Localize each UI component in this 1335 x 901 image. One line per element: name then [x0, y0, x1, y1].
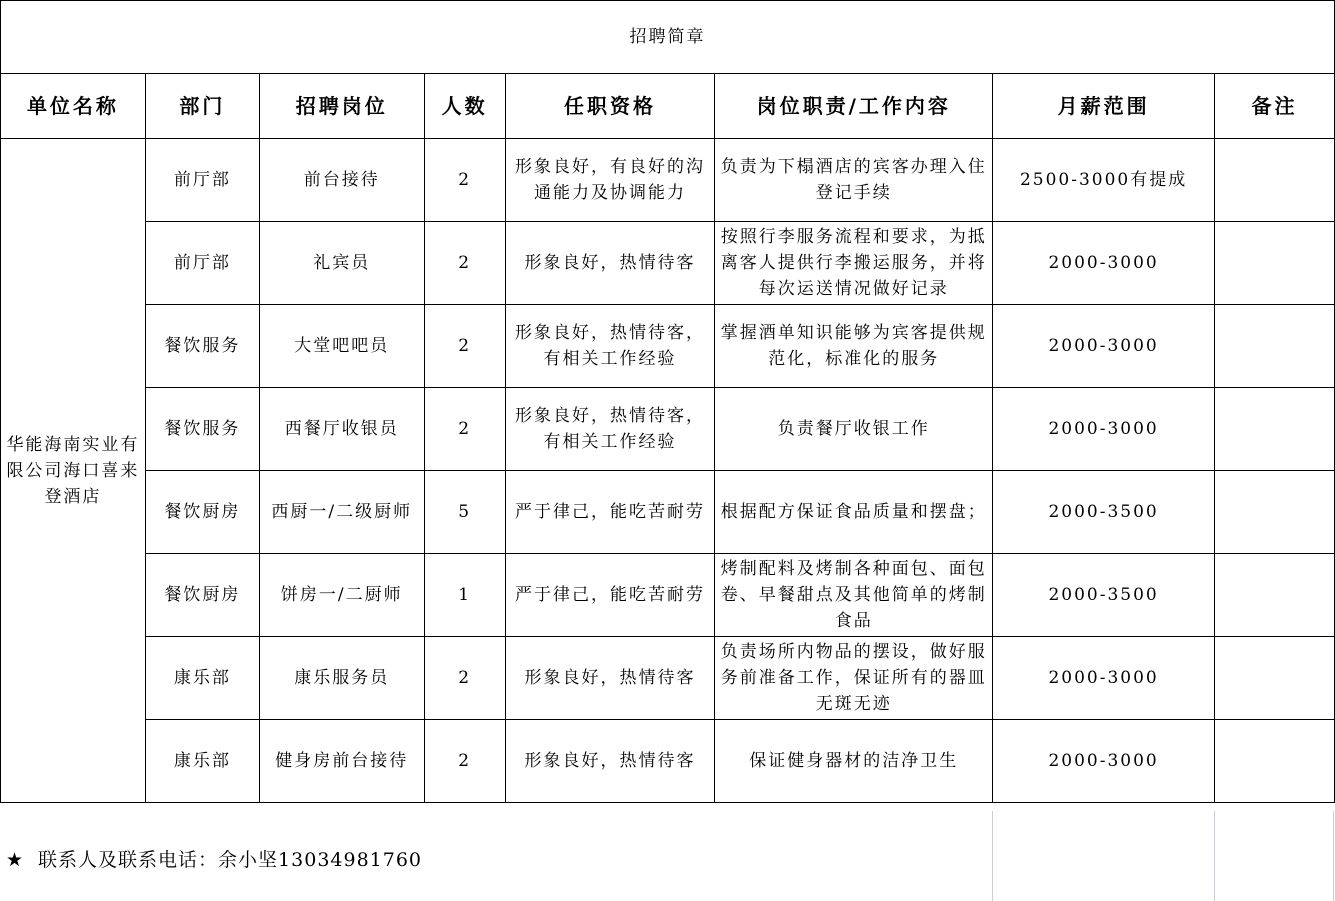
count-cell: 2 [424, 720, 505, 803]
note-cell [1215, 554, 1335, 637]
position-cell: 健身房前台接待 [259, 720, 424, 803]
requirement-cell: 严于律己，能吃苦耐劳 [505, 471, 715, 554]
duty-cell: 保证健身器材的洁净卫生 [715, 720, 993, 803]
requirement-cell: 形象良好，热情待客 [505, 222, 715, 305]
count-cell: 2 [424, 139, 505, 222]
header-requirement: 任职资格 [505, 74, 715, 139]
header-salary: 月薪范围 [993, 74, 1215, 139]
position-cell: 前台接待 [259, 139, 424, 222]
requirement-cell: 形象良好，热情待客 [505, 637, 715, 720]
salary-cell: 2000-3000 [993, 305, 1215, 388]
salary-cell: 2000-3000 [993, 720, 1215, 803]
requirement-cell: 形象良好，热情待客 [505, 720, 715, 803]
duty-cell: 负责场所内物品的摆设，做好服务前准备工作，保证所有的器皿无斑无迹 [715, 637, 993, 720]
header-note: 备注 [1215, 74, 1335, 139]
salary-cell: 2000-3500 [993, 471, 1215, 554]
requirement-cell: 形象良好，有良好的沟通能力及协调能力 [505, 139, 715, 222]
table-row [1, 720, 1335, 803]
table-row [1, 471, 1335, 554]
count-cell: 2 [424, 388, 505, 471]
salary-cell: 2000-3000 [993, 388, 1215, 471]
table-row [1, 637, 1335, 720]
count-cell: 2 [424, 222, 505, 305]
grid-line [1333, 811, 1334, 901]
contact-text: 联系人及联系电话：余小坚13034981760 [38, 849, 423, 871]
count-cell: 2 [424, 637, 505, 720]
duty-cell: 负责餐厅收银工作 [715, 388, 993, 471]
position-cell: 康乐服务员 [259, 637, 424, 720]
dept-cell: 餐饮厨房 [145, 471, 259, 554]
salary-cell: 2000-3000 [993, 637, 1215, 720]
note-cell [1215, 139, 1335, 222]
note-cell [1215, 471, 1335, 554]
star-icon: ★ [6, 849, 25, 871]
grid-line [1214, 811, 1215, 901]
grid-line [992, 811, 993, 901]
dept-cell: 康乐部 [145, 720, 259, 803]
table-row [1, 554, 1335, 637]
header-dept: 部门 [145, 74, 259, 139]
note-cell [1215, 222, 1335, 305]
company-name: 华能海南实业有限公司海口喜来登酒店 [1, 139, 146, 803]
header-count: 人数 [424, 74, 505, 139]
note-cell [1215, 720, 1335, 803]
position-cell: 西厨一/二级厨师 [259, 471, 424, 554]
note-cell [1215, 305, 1335, 388]
requirement-cell: 形象良好，热情待客，有相关工作经验 [505, 305, 715, 388]
page-title: 招聘简章 [1, 1, 1335, 74]
header-row [1, 74, 1335, 139]
duty-cell: 负责为下榻酒店的宾客办理入住登记手续 [715, 139, 993, 222]
dept-cell: 餐饮服务 [145, 305, 259, 388]
table-row [1, 388, 1335, 471]
dept-cell: 前厅部 [145, 139, 259, 222]
position-cell: 西餐厅收银员 [259, 388, 424, 471]
dept-cell: 餐饮厨房 [145, 554, 259, 637]
header-duty: 岗位职责/工作内容 [715, 74, 993, 139]
contact-line [6, 845, 422, 872]
table-row [1, 222, 1335, 305]
note-cell [1215, 637, 1335, 720]
salary-cell: 2000-3000 [993, 222, 1215, 305]
position-cell: 大堂吧吧员 [259, 305, 424, 388]
salary-cell: 2000-3500 [993, 554, 1215, 637]
header-company: 单位名称 [1, 74, 146, 139]
position-cell: 饼房一/二厨师 [259, 554, 424, 637]
requirement-cell: 严于律己，能吃苦耐劳 [505, 554, 715, 637]
dept-cell: 前厅部 [145, 222, 259, 305]
count-cell: 5 [424, 471, 505, 554]
salary-cell: 2500-3000有提成 [993, 139, 1215, 222]
duty-cell: 按照行李服务流程和要求，为抵离客人提供行李搬运服务，并将每次运送情况做好记录 [715, 222, 993, 305]
duty-cell: 烤制配料及烤制各种面包、面包卷、早餐甜点及其他简单的烤制食品 [715, 554, 993, 637]
position-cell: 礼宾员 [259, 222, 424, 305]
header-position: 招聘岗位 [259, 74, 424, 139]
table-row [1, 305, 1335, 388]
duty-cell: 根据配方保证食品质量和摆盘； [715, 471, 993, 554]
dept-cell: 餐饮服务 [145, 388, 259, 471]
dept-cell: 康乐部 [145, 637, 259, 720]
count-cell: 2 [424, 305, 505, 388]
table-row [1, 139, 1335, 222]
note-cell [1215, 388, 1335, 471]
duty-cell: 掌握酒单知识能够为宾客提供规范化，标准化的服务 [715, 305, 993, 388]
requirement-cell: 形象良好，热情待客，有相关工作经验 [505, 388, 715, 471]
count-cell: 1 [424, 554, 505, 637]
